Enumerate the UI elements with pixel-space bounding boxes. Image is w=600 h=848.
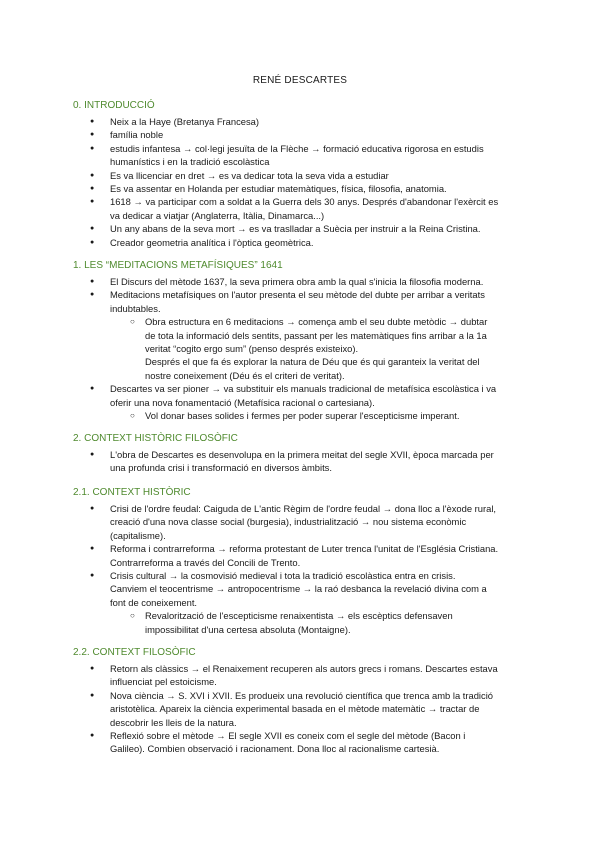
list-item-text: ● Reforma i contrarreforma → reforma protestant de Luter trenca l'unitat de l'Església Cristiana. — [110, 543, 499, 555]
list-item — [73, 689, 543, 729]
list-item-text: veritat “cogito ergo sum” (penso després existeixo). — [145, 343, 359, 355]
section-heading: 2.1. CONTEXT HISTÒRIC — [73, 487, 191, 498]
sub-list-item — [73, 609, 543, 636]
section-2 — [73, 432, 543, 475]
list-item-text: Galileo). Combien observació i racionament. Dona lloc al racionalisme cartesià. — [110, 743, 440, 755]
bullet-list — [73, 662, 543, 756]
list-item-text: font de coneixement. — [110, 596, 198, 608]
bullet-list — [73, 275, 543, 422]
list-item-text: ● Meditacions metafísiques on l'autor presenta el seu mètode del dubte per arribar a veritats — [110, 289, 485, 301]
section-3 — [73, 486, 543, 636]
list-item-text: (capitalisme). — [110, 529, 166, 541]
section-heading: 2. CONTEXT HISTÒRIC FILOSÒFIC — [73, 433, 238, 444]
bullet-list — [73, 448, 543, 475]
list-item — [73, 502, 543, 542]
bullet-list — [73, 502, 543, 636]
list-item-text: nostre coneixement (Déu és el criteri de veritat). — [145, 369, 345, 381]
list-item-text: una profunda crisi i transformació en diversos àmbits. — [110, 462, 332, 474]
list-item-text: de tota la informació dels sentits, passant per les matemàtiques fins arribar a la 1a — [145, 329, 487, 341]
list-item-text: ● Nova ciència → S. XVI i XVII. Es produeix una revolució científica que trenca amb la tradició — [110, 689, 494, 701]
section-heading: 2.2. CONTEXT FILOSÒFIC — [73, 647, 196, 658]
list-item-text: ● Descartes va ser pioner → va substituir els manuals tradicional de metafísica escolàstica i va — [110, 383, 497, 395]
list-item — [73, 382, 543, 409]
list-item-text: Contrarreforma a través del Concili de Trento. — [110, 556, 301, 568]
list-item-text: ● Retorn als clàssics → el Renaixement recuperen als autors grecs i romans. Descartes estava — [110, 663, 498, 674]
list-item-text: ● Es va llicenciar en dret → es va dedicar tota la seva vida a estudiar — [110, 169, 389, 181]
list-item — [73, 115, 543, 128]
list-item-text: oferir una nova fonamentació (Metafísica racional o cartesiana). — [110, 396, 375, 408]
document-title: RENÉ DESCARTES — [252, 75, 348, 86]
list-item — [73, 662, 543, 689]
list-item-text: va dedicar a viatjar (Anglaterra, Itàlia, Dinamarca...) — [110, 209, 325, 221]
section-heading: 1. LES “MEDITACIONS METAFÍSIQUES” 1641 — [73, 260, 283, 271]
bullet-list — [73, 115, 543, 249]
list-item — [73, 222, 543, 235]
list-item — [73, 169, 543, 182]
list-item — [73, 288, 543, 315]
list-item-text: ● Es va assentar en Holanda per estudiar matemàtiques, física, filosofia, anatomia. — [110, 183, 447, 195]
section-0 — [73, 99, 543, 249]
list-item-text: ● Reflexió sobre el mètode → El segle XVII es coneix com el segle del mètode (Bacon i — [110, 730, 466, 742]
list-item — [73, 195, 543, 222]
list-item — [73, 542, 543, 569]
section-4 — [73, 646, 543, 756]
list-item — [73, 729, 543, 756]
list-item-text: ● Creador geometria analítica i l'òptica geomètrica. — [110, 236, 314, 248]
list-item-text: Després el que fa és explorar la natura de Déu que és qui garanteix la veritat del — [145, 356, 480, 368]
list-item — [73, 128, 543, 141]
list-item-text: ○ Vol donar bases solides i fermes per poder superar l'escepticisme imperant. — [145, 410, 460, 422]
list-item-text: Canviem el teocentrisme → antropocentrisme → la raó desbanca la revelació divina com a — [110, 583, 487, 595]
sub-list-item — [73, 315, 543, 382]
list-item — [73, 236, 543, 249]
list-item-text: descobrir les lleis de la natura. — [110, 716, 237, 728]
list-item — [73, 448, 543, 475]
list-item — [73, 142, 543, 169]
list-item — [73, 275, 543, 288]
list-item-text: ● Neix a la Haye (Bretanya Francesa) — [110, 116, 260, 127]
list-item-text: impossibilitat d'una certesa absoluta (Montaigne). — [145, 623, 351, 635]
list-item-text: aristotèlica. Apareix la ciència experimental basada en el mètode matemàtic → tractar de — [110, 703, 480, 715]
list-item-text: ● Crisis cultural → la cosmovisió medieval i tota la tradició escolàstica entra en crisis. — [110, 570, 456, 582]
list-item-text: ● Crisi de l'ordre feudal: Caiguda de L'antic Règim de l'ordre feudal → dona lloc a l'èxode rural, — [110, 503, 497, 514]
list-item-text: indubtables. — [110, 302, 161, 314]
sub-list-item — [73, 409, 543, 422]
list-item-text: ○ Obra estructura en 6 meditacions → comença amb el seu dubte metòdic → dubtar — [145, 316, 488, 328]
section-1 — [73, 259, 543, 422]
list-item-text: ● Un any abans de la seva mort → es va traslladar a Suècia per instruir a la Reina Cristina. — [110, 223, 481, 235]
section-heading: 0. INTRODUCCIÓ — [73, 100, 155, 111]
list-item-text: ● L'obra de Descartes es desenvolupa en la primera meitat del segle XVII, època marcada per — [110, 449, 494, 460]
list-item-text: ● El Discurs del mètode 1637, la seva primera obra amb la qual s'inicia la filosofia moderna. — [110, 276, 484, 287]
list-item — [73, 182, 543, 195]
list-item-text: ● família noble — [110, 129, 164, 141]
list-item-text: influenciat pel estoicisme. — [110, 676, 217, 688]
list-item-text: ● estudis infantesa → col·legi jesuïta de la Flèche → formació educativa rigorosa en estudis — [110, 142, 484, 154]
list-item-text: ○ Revalorització de l'escepticisme renaixentista → els escèptics defensaven — [145, 610, 453, 622]
list-item-text: humanístics i en la tradició escolàstica — [110, 156, 270, 168]
list-item-text: creació d'una nova classe social (burgesia), industrialització → nou sistema econòmic — [110, 516, 467, 528]
list-item — [73, 569, 543, 609]
list-item-text: ● 1618 → va participar com a soldat a la Guerra dels 30 anys. Després d'abandonar l'exèrcit es — [110, 196, 499, 208]
